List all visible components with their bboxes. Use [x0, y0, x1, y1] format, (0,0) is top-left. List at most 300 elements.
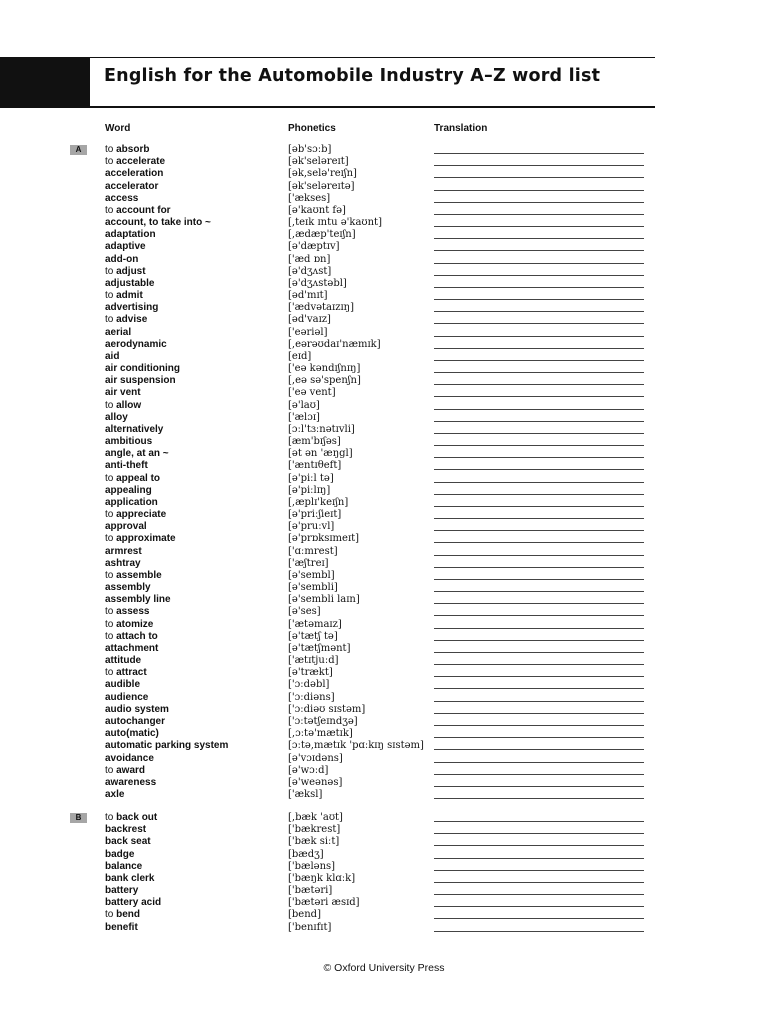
word-term: [105, 909, 140, 921]
word-term: [105, 922, 138, 934]
word-prefix: to: [105, 667, 114, 679]
translation-blank-line[interactable]: [434, 640, 644, 641]
translation-blank-line[interactable]: [434, 530, 644, 531]
translation-blank-line[interactable]: [434, 311, 644, 312]
word-term: [105, 679, 140, 691]
word-text: auto(matic): [105, 728, 159, 740]
word-text: bend: [116, 909, 141, 921]
word-row: [0, 400, 768, 412]
word-text: approval: [105, 521, 147, 533]
translation-blank-line[interactable]: [434, 360, 644, 361]
translation-blank-line[interactable]: [434, 457, 644, 458]
phonetic-transcription: [ə'sembl]: [288, 569, 335, 581]
word-text: adaptive: [105, 241, 146, 253]
translation-blank-line[interactable]: [434, 226, 644, 227]
word-term: [105, 181, 158, 193]
translation-blank-line[interactable]: [434, 299, 644, 300]
translation-blank-line[interactable]: [434, 676, 644, 677]
word-term: [105, 546, 142, 558]
word-text: aerodynamic: [105, 338, 167, 350]
translation-blank-line[interactable]: [434, 494, 644, 495]
phonetic-transcription: [ə'prɒksɪmeɪt]: [288, 533, 360, 545]
phonetic-transcription: [ə'tætʃ tə]: [288, 630, 338, 642]
word-text: ashtray: [105, 557, 141, 569]
phonetic-transcription: [,bæk 'aʊt]: [288, 812, 343, 823]
translation-blank-line[interactable]: [434, 701, 644, 702]
footer-copyright: © Oxford University Press: [323, 962, 445, 974]
translation-blank-line[interactable]: [434, 287, 644, 288]
word-row: [0, 156, 768, 168]
word-term: [105, 753, 154, 765]
word-row: [0, 836, 768, 848]
word-term: [105, 229, 156, 241]
word-row: [0, 460, 768, 472]
translation-blank-line[interactable]: [434, 833, 644, 834]
translation-blank-line[interactable]: [434, 202, 644, 203]
translation-blank-line[interactable]: [434, 238, 644, 239]
word-text: account for: [116, 204, 171, 216]
phonetic-transcription: [,ædæp'teɪʃn]: [288, 229, 356, 241]
word-row: [0, 241, 768, 253]
word-row: [0, 290, 768, 302]
phonetic-transcription: [ə'vɔɪdəns]: [288, 752, 343, 764]
phonetic-transcription: [əd'vaɪz]: [288, 314, 331, 326]
word-term: [105, 704, 169, 716]
word-row: [0, 193, 768, 205]
translation-blank-line[interactable]: [434, 845, 644, 846]
word-row: [0, 631, 768, 643]
word-prefix: to: [105, 204, 114, 216]
word-text: assembly line: [105, 594, 171, 606]
phonetic-transcription: [ək'seləreɪt]: [288, 156, 349, 168]
translation-blank-line[interactable]: [434, 786, 644, 787]
translation-blank-line[interactable]: [434, 153, 644, 154]
phonetic-transcription: ['ɑːmrest]: [288, 545, 338, 557]
word-text: audio system: [105, 703, 169, 715]
word-prefix: to: [105, 472, 114, 484]
word-term: [105, 728, 159, 740]
word-row: [0, 168, 768, 180]
phonetic-transcription: [bædʒ]: [288, 848, 324, 860]
word-row: [0, 619, 768, 631]
word-row: [0, 692, 768, 704]
word-row: [0, 387, 768, 399]
word-term: [105, 314, 147, 326]
word-row: [0, 412, 768, 424]
translation-blank-line[interactable]: [434, 774, 644, 775]
word-term: [105, 290, 143, 302]
translation-blank-line[interactable]: [434, 384, 644, 385]
word-row: [0, 570, 768, 582]
translation-blank-line[interactable]: [434, 762, 644, 763]
phonetic-transcription: [əd'mɪt]: [288, 290, 328, 302]
word-text: appreciate: [116, 509, 167, 521]
phonetic-transcription: [æm'bɪʃəs]: [288, 436, 341, 448]
word-row: [0, 789, 768, 801]
word-row: [0, 582, 768, 594]
translation-blank-line[interactable]: [434, 445, 644, 446]
word-text: acceleration: [105, 168, 164, 180]
phonetic-transcription: [ə'dæptɪv]: [288, 241, 340, 253]
phonetic-transcription: [əb'sɔːb]: [288, 144, 332, 155]
word-text: adaptation: [105, 229, 156, 241]
word-term: [105, 412, 128, 424]
translation-blank-line[interactable]: [434, 348, 644, 349]
word-term: [105, 485, 152, 497]
translation-blank-line[interactable]: [434, 396, 644, 397]
phonetic-transcription: [ə'laʊ]: [288, 399, 320, 411]
word-text: appealing: [105, 484, 152, 496]
translation-blank-line[interactable]: [434, 882, 644, 883]
word-term: [105, 812, 157, 824]
word-row: [0, 753, 768, 765]
word-row: [0, 594, 768, 606]
translation-blank-line[interactable]: [434, 652, 644, 653]
word-text: admit: [116, 290, 143, 302]
word-term: [105, 327, 131, 339]
word-text: autochanger: [105, 715, 166, 727]
translation-blank-line[interactable]: [434, 591, 644, 592]
phonetic-transcription: ['bækrest]: [288, 824, 341, 836]
word-prefix: to: [105, 509, 114, 521]
word-term: [105, 400, 141, 412]
word-row: [0, 497, 768, 509]
word-row: [0, 351, 768, 363]
word-prefix: to: [105, 909, 114, 921]
phonetic-transcription: [bend]: [288, 909, 321, 921]
phonetic-transcription: [ɔːtə,mætɪk 'pɑːkɪŋ sɪstəm]: [288, 740, 424, 752]
word-term: [105, 375, 176, 387]
column-header-phonetics: Phonetics: [288, 123, 336, 134]
word-row: [0, 363, 768, 375]
phonetic-transcription: ['ɔːdəbl]: [288, 679, 330, 691]
phonetic-transcription: ['eə kəndɪʃnɪŋ]: [288, 363, 361, 375]
word-row: [0, 314, 768, 326]
translation-blank-line[interactable]: [434, 190, 644, 191]
phonetic-transcription: [ə'tætʃmənt]: [288, 642, 351, 654]
word-term: [105, 716, 165, 728]
phonetic-transcription: ['æksl]: [288, 789, 323, 800]
phonetic-transcription: [ə'weənəs]: [288, 776, 343, 788]
phonetic-transcription: [ə'sembli]: [288, 582, 338, 594]
translation-blank-line[interactable]: [434, 749, 644, 750]
word-text: audience: [105, 691, 149, 703]
word-prefix: to: [105, 764, 114, 776]
word-row: [0, 873, 768, 885]
word-text: bank clerk: [105, 872, 155, 884]
translation-blank-line[interactable]: [434, 628, 644, 629]
word-term: [105, 302, 158, 314]
translation-blank-line[interactable]: [434, 821, 644, 822]
word-prefix: to: [105, 618, 114, 630]
word-term: [105, 363, 180, 375]
word-text: assemble: [116, 569, 162, 581]
word-text: angle, at an ~: [105, 448, 169, 460]
translation-blank-line[interactable]: [434, 165, 644, 166]
translation-blank-line[interactable]: [434, 870, 644, 871]
word-term: [105, 497, 158, 509]
translation-blank-line[interactable]: [434, 177, 644, 178]
phonetic-transcription: ['ækses]: [288, 192, 331, 204]
word-term: [105, 339, 167, 351]
word-term: [105, 897, 161, 909]
word-text: avoidance: [105, 752, 154, 764]
word-text: attach to: [116, 630, 158, 642]
translation-blank-line[interactable]: [434, 906, 644, 907]
word-row: [0, 473, 768, 485]
word-term: [105, 885, 138, 897]
word-prefix: to: [105, 533, 114, 545]
word-term: [105, 861, 142, 873]
word-row: [0, 546, 768, 558]
translation-blank-line[interactable]: [434, 688, 644, 689]
word-row: [0, 327, 768, 339]
translation-blank-line[interactable]: [434, 336, 644, 337]
word-text: alloy: [105, 411, 128, 423]
phonetic-transcription: ['benɪfɪt]: [288, 921, 332, 933]
word-row: [0, 922, 768, 934]
word-row: [0, 897, 768, 909]
word-term: [105, 144, 149, 156]
word-row: [0, 740, 768, 752]
word-term: [105, 667, 147, 679]
word-term: [105, 156, 165, 168]
phonetic-transcription: ['bætəri æsɪd]: [288, 897, 360, 909]
translation-blank-line[interactable]: [434, 713, 644, 714]
phonetic-transcription: [ə'dʒʌstəbl]: [288, 277, 347, 289]
word-text: account, to take into ~: [105, 217, 211, 229]
word-term: [105, 266, 146, 278]
translation-blank-line[interactable]: [434, 798, 644, 799]
phonetic-transcription: ['bæk siːt]: [288, 836, 340, 848]
phonetic-transcription: ['eəriəl]: [288, 326, 328, 338]
word-row: [0, 716, 768, 728]
translation-blank-line[interactable]: [434, 725, 644, 726]
phonetic-transcription: [ə'ses]: [288, 606, 321, 618]
word-term: [105, 582, 151, 594]
translation-blank-line[interactable]: [434, 482, 644, 483]
word-prefix: to: [105, 606, 114, 618]
word-row: [0, 861, 768, 873]
phonetic-transcription: [ə'pruːvl]: [288, 521, 335, 533]
phonetic-transcription: ['ætəmaɪz]: [288, 618, 342, 630]
word-text: automatic parking system: [105, 740, 229, 752]
word-text: back out: [116, 812, 158, 823]
phonetic-transcription: ['ædvətaɪzɪŋ]: [288, 302, 355, 314]
word-text: battery: [105, 885, 139, 897]
phonetic-transcription: [ə'trækt]: [288, 667, 333, 679]
word-row: [0, 777, 768, 789]
word-term: [105, 606, 150, 618]
translation-blank-line[interactable]: [434, 323, 644, 324]
column-header-translation: Translation: [434, 123, 488, 134]
phonetic-transcription: ['ɔːdiəʊ sɪstəm]: [288, 703, 366, 715]
word-text: back seat: [105, 836, 151, 848]
word-row: [0, 217, 768, 229]
translation-blank-line[interactable]: [434, 506, 644, 507]
word-text: accelerate: [116, 156, 166, 168]
translation-blank-line[interactable]: [434, 918, 644, 919]
word-row: [0, 375, 768, 387]
page-title: English for the Automobile Industry A–Z word list: [104, 66, 601, 86]
word-term: [105, 351, 119, 363]
word-row: [0, 266, 768, 278]
phonetic-transcription: [ə'kaʊnt fə]: [288, 204, 346, 216]
column-header-word: Word: [105, 123, 131, 134]
word-row: [0, 824, 768, 836]
word-text: appeal to: [116, 472, 161, 484]
word-text: air conditioning: [105, 363, 180, 375]
word-row: [0, 728, 768, 740]
phonetic-transcription: [ək,selə'reɪʃn]: [288, 168, 357, 180]
word-prefix: to: [105, 156, 114, 168]
word-term: [105, 765, 145, 777]
word-term: [105, 387, 141, 399]
word-term: [105, 836, 151, 848]
phonetic-transcription: ['bæləns]: [288, 860, 336, 872]
word-row: [0, 606, 768, 618]
translation-blank-line[interactable]: [434, 579, 644, 580]
word-prefix: to: [105, 144, 114, 155]
word-text: audible: [105, 679, 141, 691]
word-text: assembly: [105, 582, 151, 594]
word-text: adjustable: [105, 277, 155, 289]
translation-blank-line[interactable]: [434, 421, 644, 422]
translation-blank-line[interactable]: [434, 664, 644, 665]
word-term: [105, 460, 148, 472]
word-text: advertising: [105, 302, 159, 314]
translation-blank-line[interactable]: [434, 469, 644, 470]
word-text: advise: [116, 314, 148, 326]
word-text: armrest: [105, 545, 142, 557]
word-row: [0, 558, 768, 570]
word-prefix: to: [105, 265, 114, 277]
phonetic-transcription: [ə'piːlɪŋ]: [288, 484, 331, 496]
word-term: [105, 217, 211, 229]
translation-blank-line[interactable]: [434, 603, 644, 604]
word-row: [0, 521, 768, 533]
word-text: benefit: [105, 921, 138, 933]
word-row: [0, 339, 768, 351]
word-row: [0, 667, 768, 679]
word-text: awareness: [105, 776, 157, 788]
word-term: [105, 655, 141, 667]
translation-blank-line[interactable]: [434, 858, 644, 859]
phonetic-transcription: ['æʃtreɪ]: [288, 557, 329, 569]
translation-blank-line[interactable]: [434, 518, 644, 519]
translation-blank-line[interactable]: [434, 542, 644, 543]
translation-blank-line[interactable]: [434, 250, 644, 251]
phonetic-transcription: [ə'sembli laɪn]: [288, 594, 360, 606]
word-term: [105, 254, 138, 266]
phonetic-transcription: ['æd ɒn]: [288, 253, 331, 265]
phonetic-transcription: [ək'seləreɪtə]: [288, 180, 355, 192]
word-term: [105, 436, 152, 448]
translation-blank-line[interactable]: [434, 275, 644, 276]
word-term: [105, 473, 160, 485]
word-text: backrest: [105, 824, 147, 836]
phonetic-transcription: ['ætɪtjuːd]: [288, 655, 339, 667]
word-text: aid: [105, 350, 120, 362]
phonetic-transcription: [,ɔːtə'mætɪk]: [288, 728, 353, 740]
translation-blank-line[interactable]: [434, 409, 644, 410]
word-row: [0, 424, 768, 436]
translation-blank-line[interactable]: [434, 263, 644, 264]
word-row: [0, 533, 768, 545]
translation-blank-line[interactable]: [434, 894, 644, 895]
word-text: ambitious: [105, 436, 153, 448]
word-row: [0, 509, 768, 521]
translation-blank-line[interactable]: [434, 931, 644, 932]
translation-blank-line[interactable]: [434, 615, 644, 616]
word-text: air suspension: [105, 375, 176, 387]
word-text: add-on: [105, 253, 139, 265]
word-text: approximate: [116, 533, 176, 545]
word-text: award: [116, 764, 146, 776]
word-term: [105, 424, 163, 436]
word-text: air vent: [105, 387, 141, 399]
word-text: axle: [105, 789, 125, 800]
word-row: [0, 643, 768, 655]
word-term: [105, 193, 138, 205]
word-prefix: to: [105, 314, 114, 326]
word-term: [105, 740, 228, 752]
word-text: access: [105, 192, 139, 204]
phonetic-transcription: ['bætəri]: [288, 885, 333, 897]
word-term: [105, 789, 124, 801]
word-term: [105, 448, 169, 460]
word-text: adjust: [116, 265, 146, 277]
section-letter-badge: A: [70, 145, 87, 155]
word-term: [105, 643, 158, 655]
translation-blank-line[interactable]: [434, 214, 644, 215]
word-row: [0, 909, 768, 921]
translation-blank-line[interactable]: [434, 737, 644, 738]
word-text: attitude: [105, 655, 142, 667]
word-term: [105, 205, 171, 217]
word-text: balance: [105, 860, 143, 872]
translation-blank-line[interactable]: [434, 433, 644, 434]
word-row: [0, 254, 768, 266]
word-term: [105, 241, 146, 253]
word-row: [0, 448, 768, 460]
word-term: [105, 168, 163, 180]
word-text: absorb: [116, 144, 150, 155]
word-term: [105, 692, 148, 704]
word-term: [105, 533, 176, 545]
phonetic-transcription: [ə'dʒʌst]: [288, 265, 332, 277]
word-text: attract: [116, 667, 147, 679]
translation-blank-line[interactable]: [434, 567, 644, 568]
phonetic-transcription: ['ɔːdiəns]: [288, 691, 335, 703]
phonetic-transcription: [ə'wɔːd]: [288, 764, 329, 776]
word-term: [105, 849, 134, 861]
word-row: [0, 278, 768, 290]
translation-blank-line[interactable]: [434, 555, 644, 556]
word-row: [0, 655, 768, 667]
phonetic-transcription: ['eə vent]: [288, 387, 336, 399]
word-term: [105, 777, 156, 789]
word-term: [105, 619, 153, 631]
word-text: allow: [116, 399, 142, 411]
phonetic-transcription: [ə'priːʃieɪt]: [288, 509, 342, 521]
word-row: [0, 765, 768, 777]
word-text: application: [105, 496, 158, 508]
phonetic-transcription: ['ɔːtətʃeɪndʒə]: [288, 715, 358, 727]
phonetic-transcription: ['bæŋk klɑːk]: [288, 872, 356, 884]
translation-blank-line[interactable]: [434, 372, 644, 373]
word-prefix: to: [105, 569, 114, 581]
